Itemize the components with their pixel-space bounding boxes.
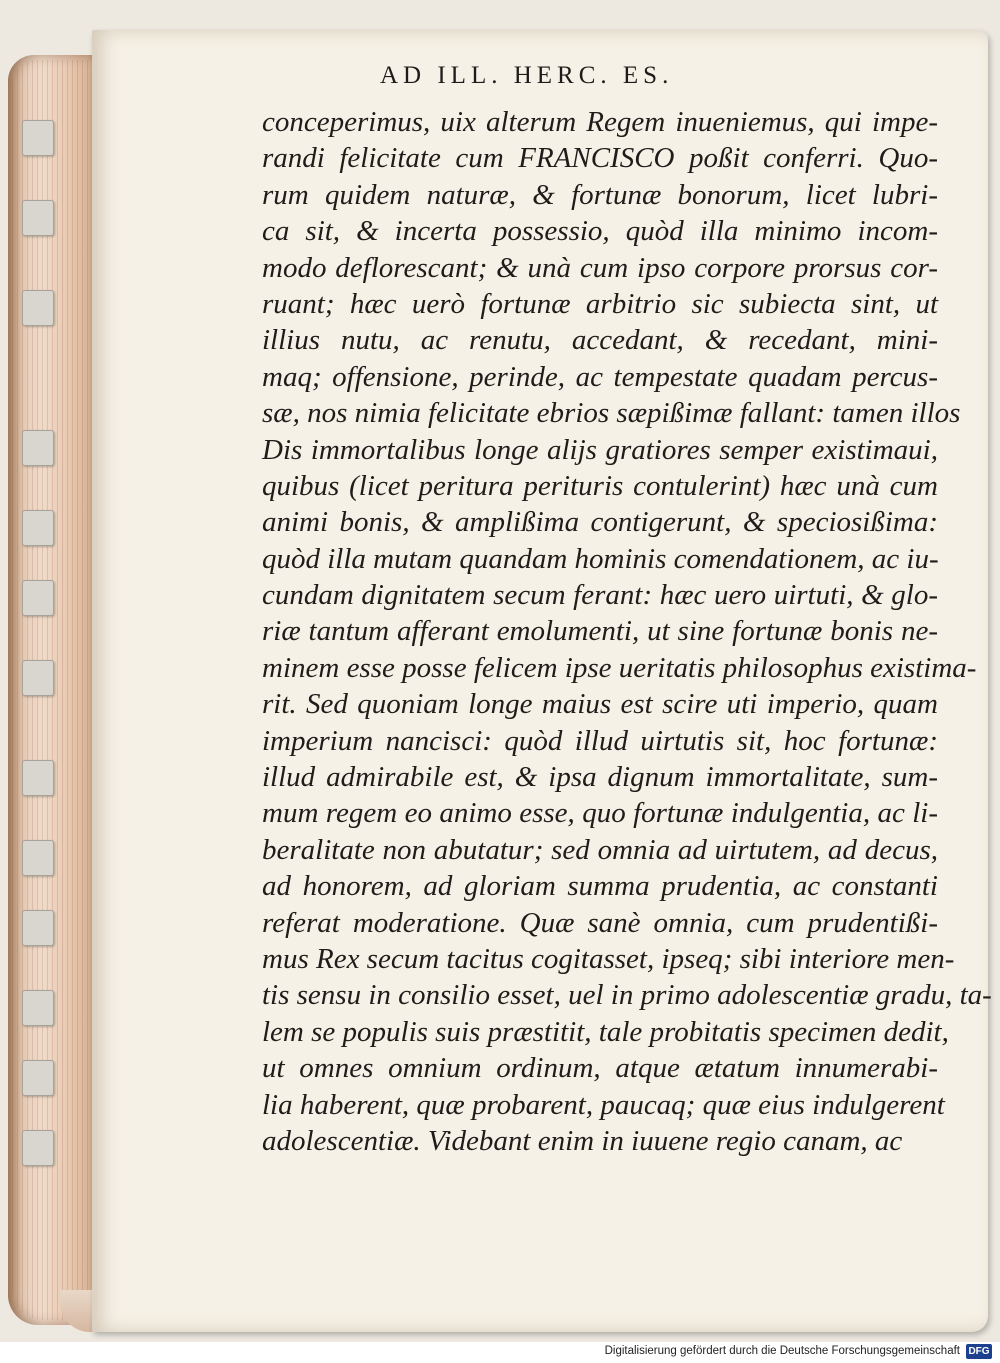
text-line: conceperimus, uix alterum Regem inueniemus, qui impe- (262, 106, 938, 138)
text-line: riæ tantum afferant emolumenti, ut sine fortunæ bonis ne- (262, 615, 938, 648)
text-line: animi bonis, & amplißima contigerunt, & speciosißima: (262, 506, 938, 539)
funding-credit: Digitalisierung gefördert durch die Deutsche Forschungsgemeinschaft (604, 1345, 960, 1357)
index-tab (22, 290, 54, 326)
index-tab (22, 1060, 54, 1096)
text-line: ca sit, & incerta possessio, quòd illa minimo incom- (262, 215, 938, 248)
index-tab (22, 910, 54, 946)
text-line: tis sensu in consilio esset, uel in primo adolescentiæ gradu, ta- (262, 979, 992, 1012)
text-line: quòd illa mutam quandam hominis comendationem, ac iu- (262, 542, 939, 575)
index-tab (22, 580, 54, 616)
text-line: minem esse posse felicem ipse ueritatis philosophus existima- (262, 651, 977, 684)
text-line: illud admirabile est, & ipsa dignum immortalitate, sum- (262, 761, 938, 794)
text-line: ut omnes omnium ordinum, atque ætatum innumerabi- (262, 1052, 938, 1085)
text-line: sæ, nos nimia felicitate ebrios sæpißimæ fallant: tamen illos (262, 397, 961, 430)
text-line: maq; offensione, perinde, ac tempestate quadam percus- (262, 360, 938, 393)
index-tab (22, 760, 54, 796)
dfg-logo: DFG (966, 1344, 992, 1359)
footer-bar (0, 1342, 1000, 1363)
text-line: adolescentiæ. Videbant enim in iuuene regio canam, ac (262, 1124, 903, 1157)
body-text (262, 104, 992, 1159)
text-line: rit. Sed quoniam longe maius est scire uti imperio, quam (262, 688, 938, 721)
index-tab (22, 660, 54, 696)
text-line: illius nutu, ac renutu, accedant, & recedant, mini- (262, 324, 938, 357)
text-line: quibus (licet peritura perituris contulerint) hæc unà cum (262, 469, 938, 502)
index-tab (22, 200, 54, 236)
text-line: ad honorem, ad gloriam summa prudentia, ac constanti (262, 870, 938, 903)
text-line: referat moderatione. Quæ sanè omnia, cum prudentißi- (262, 906, 938, 939)
index-tab (22, 120, 54, 156)
index-tab (22, 990, 54, 1026)
text-line: imperium nancisci: quòd illud uirtutis sit, hoc fortunæ: (262, 724, 938, 757)
index-tab (22, 840, 54, 876)
index-tab (22, 510, 54, 546)
index-tab (22, 1130, 54, 1166)
text-line: cundam dignitatem secum ferant: hæc uero uirtuti, & glo- (262, 579, 938, 612)
running-head: AD ILL. HERC. ES. (380, 62, 674, 89)
text-line: mum regem eo animo esse, quo fortunæ indulgentia, ac li- (262, 797, 938, 830)
text-line: lia haberent, quæ probarent, paucaq; quæ eius indulgerent (262, 1088, 945, 1121)
text-line: beralitate non abutatur; sed omnia ad uirtutem, ad decus, (262, 833, 938, 866)
text-line: mus Rex secum tacitus cogitasset, ipseq; sibi interiore men- (262, 942, 955, 975)
text-line: rum quidem naturæ, & fortunæ bonorum, licet lubri- (262, 178, 938, 211)
text-line: lem se populis suis præstitit, tale probitatis specimen dedit, (262, 1015, 949, 1048)
text-line: ruant; hæc uerò fortunæ arbitrio sic subiecta sint, ut (262, 287, 938, 320)
text-line: randi felicitate cum FRANCISCO poßit conferri. Quo- (262, 142, 938, 175)
index-tab (22, 430, 54, 466)
text-line: Dis immortalibus longe alijs gratiores semper existimaui, (262, 433, 938, 466)
text-line: modo deflorescant; & unà cum ipso corpore prorsus cor- (262, 251, 938, 284)
